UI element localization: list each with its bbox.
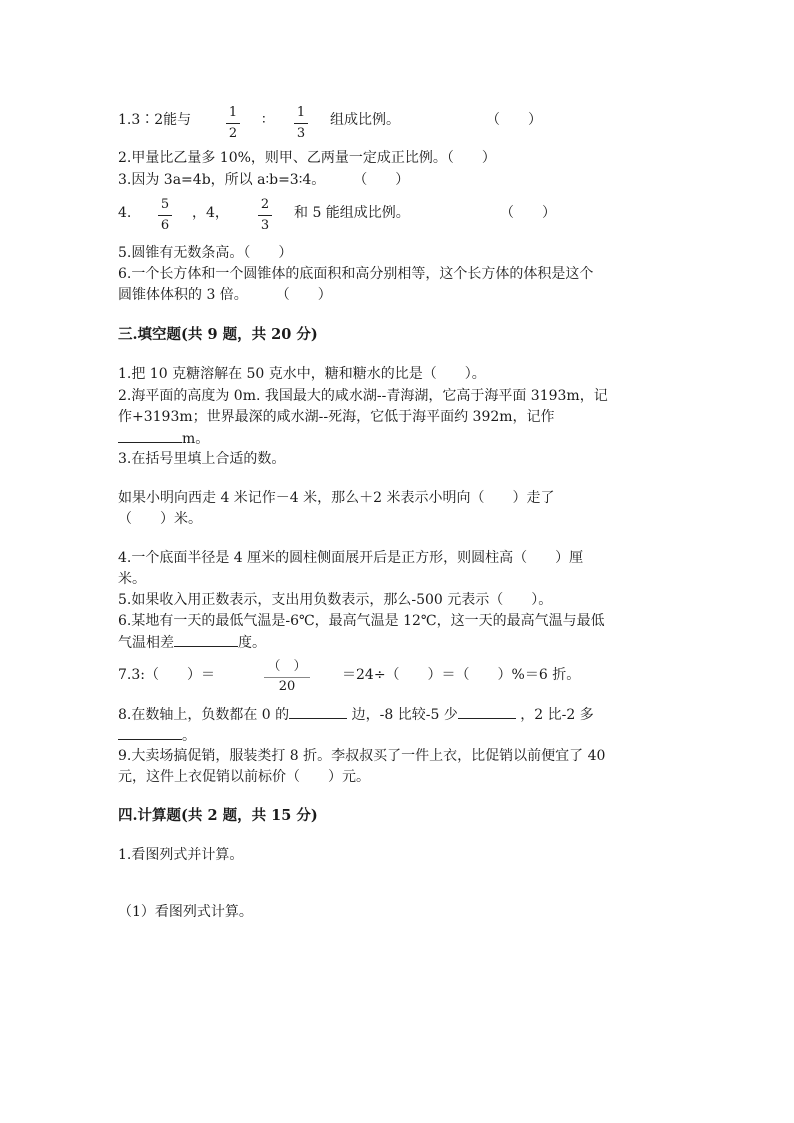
fraction-bar bbox=[226, 123, 240, 124]
fill-q4-line-1: 4.一个底面半径是 4 厘米的圆柱侧面展开后是正方形，则圆柱高（ ）厘 bbox=[118, 550, 584, 566]
tf-q6-line-2: 圆锥体体积的 3 倍。 （ ） bbox=[118, 287, 332, 303]
fill-q6-line-2 bbox=[118, 632, 266, 653]
fill-q2-line-2: 作+3193m；世界最深的咸水湖--死海，它低于海平面约 392m，记作 bbox=[118, 409, 555, 425]
fill-q4-line-2: 米。 bbox=[118, 571, 146, 587]
answer-blank[interactable] bbox=[118, 428, 182, 443]
fraction-bar bbox=[258, 215, 272, 216]
answer-blank[interactable] bbox=[118, 725, 182, 740]
fraction-denominator: 3 bbox=[296, 126, 306, 141]
fill-q2-line-1: 2.海平面的高度为 0m. 我国最大的咸水湖--青海湖，它高于海平面 3193m，记 bbox=[118, 388, 608, 404]
fill-q9-line-2: 元，这件上衣促销以前标价（ ）元。 bbox=[118, 769, 370, 785]
tf-q1-colon: ∶ bbox=[262, 112, 266, 128]
fraction-denominator: 20 bbox=[278, 679, 296, 694]
fraction-denominator: 6 bbox=[160, 218, 170, 233]
tf-q1-text-b: 组成比例。 bbox=[330, 112, 400, 128]
fraction-numerator: 1 bbox=[228, 105, 238, 120]
fill-q7-text-b: ＝24÷（ ）＝（ ）%＝6 折。 bbox=[342, 667, 581, 683]
fill-q6-text-a: 气温相差 bbox=[118, 635, 174, 651]
tf-q2: 2.甲量比乙量多 10%，则甲、乙两量一定成正比例。（ ） bbox=[118, 150, 496, 166]
tf-q4-fraction-2 bbox=[258, 196, 272, 235]
fraction-denominator: 2 bbox=[228, 126, 238, 141]
calc-q1: 1.看图列式并计算。 bbox=[118, 847, 244, 863]
fraction-numerator: 1 bbox=[296, 105, 306, 120]
tf-q3: 3.因为 3a=4b，所以 a∶b=3∶4。 （ ） bbox=[118, 172, 410, 188]
answer-blank[interactable] bbox=[174, 632, 238, 647]
fraction-numerator: （ ） bbox=[267, 659, 307, 674]
fill-q3-line-2: （ ）米。 bbox=[118, 511, 202, 527]
fill-q2-line-3 bbox=[118, 428, 209, 449]
fraction-denominator: 3 bbox=[260, 218, 270, 233]
tf-q1-fraction-1 bbox=[226, 104, 240, 143]
tf-q4-fraction-1 bbox=[158, 196, 172, 235]
tf-q4-text-a: 4. bbox=[118, 205, 132, 221]
fill-q7-text-a: 7.3:（ ）＝ bbox=[118, 667, 215, 683]
tf-q1-fraction-2 bbox=[294, 104, 308, 143]
tf-q1-text-a: 1.3∶2能与 bbox=[118, 112, 192, 128]
answer-blank[interactable] bbox=[289, 704, 347, 719]
tf-q5: 5.圆锥有无数条高。（ ） bbox=[118, 245, 293, 261]
fill-q8-text-b: 边，-8 比较-5 少 bbox=[351, 707, 458, 723]
calc-q1-sub-1: （1）看图列式计算。 bbox=[118, 904, 253, 920]
fill-q6-line-1: 6.某地有一天的最低气温是-6℃，最高气温是 12℃，这一天的最高气温与最低 bbox=[118, 613, 605, 629]
fraction-bar bbox=[264, 677, 310, 678]
fill-q1: 1.把 10 克糖溶解在 50 克水中，糖和糖水的比是（ ）。 bbox=[118, 366, 486, 382]
tf-q1-answer-paren: （ ） bbox=[486, 112, 542, 128]
fill-q7-fraction bbox=[264, 658, 310, 695]
fill-q3-line-1: 如果小明向西走 4 米记作－4 米，那么＋2 米表示小明向（ ）走了 bbox=[118, 490, 555, 506]
tf-q4-text-mid: ，4， bbox=[192, 205, 229, 221]
fill-q3-title: 3.在括号里填上合适的数。 bbox=[118, 451, 286, 467]
fill-q8-line-2 bbox=[118, 725, 196, 746]
fill-q8-text-a: 8.在数轴上，负数都在 0 的 bbox=[118, 707, 290, 723]
section-4-title: 四.计算题(共 2 题，共 15 分) bbox=[118, 807, 318, 824]
fraction-numerator: 5 bbox=[160, 197, 170, 212]
fraction-bar bbox=[294, 123, 308, 124]
tf-q4-answer-paren: （ ） bbox=[500, 205, 556, 221]
answer-blank[interactable] bbox=[458, 704, 516, 719]
fraction-bar bbox=[158, 215, 172, 216]
fill-q5: 5.如果收入用正数表示，支出用负数表示，那么-500 元表示（ ）。 bbox=[118, 592, 553, 608]
fill-q8-text-c: ，2 比-2 多 bbox=[520, 707, 594, 723]
tf-q4-text-b: 和 5 能组成比例。 bbox=[294, 205, 410, 221]
fill-q9-line-1: 9.大卖场搞促销，服装类打 8 折。李叔叔买了一件上衣，比促销以前便宜了 40 bbox=[118, 748, 606, 764]
fill-q6-text-b: 度。 bbox=[238, 635, 266, 651]
fraction-numerator: 2 bbox=[260, 197, 270, 212]
section-3-title: 三.填空题(共 9 题，共 20 分) bbox=[118, 326, 318, 343]
fill-q8-line-1 bbox=[118, 704, 594, 725]
fill-q8-text-d: 。 bbox=[182, 728, 196, 744]
tf-q1 bbox=[118, 110, 191, 130]
tf-q6-line-1: 6.一个长方体和一个圆锥体的底面积和高分别相等，这个长方体的体积是这个 bbox=[118, 266, 594, 282]
fill-q2-unit: m。 bbox=[182, 431, 210, 447]
